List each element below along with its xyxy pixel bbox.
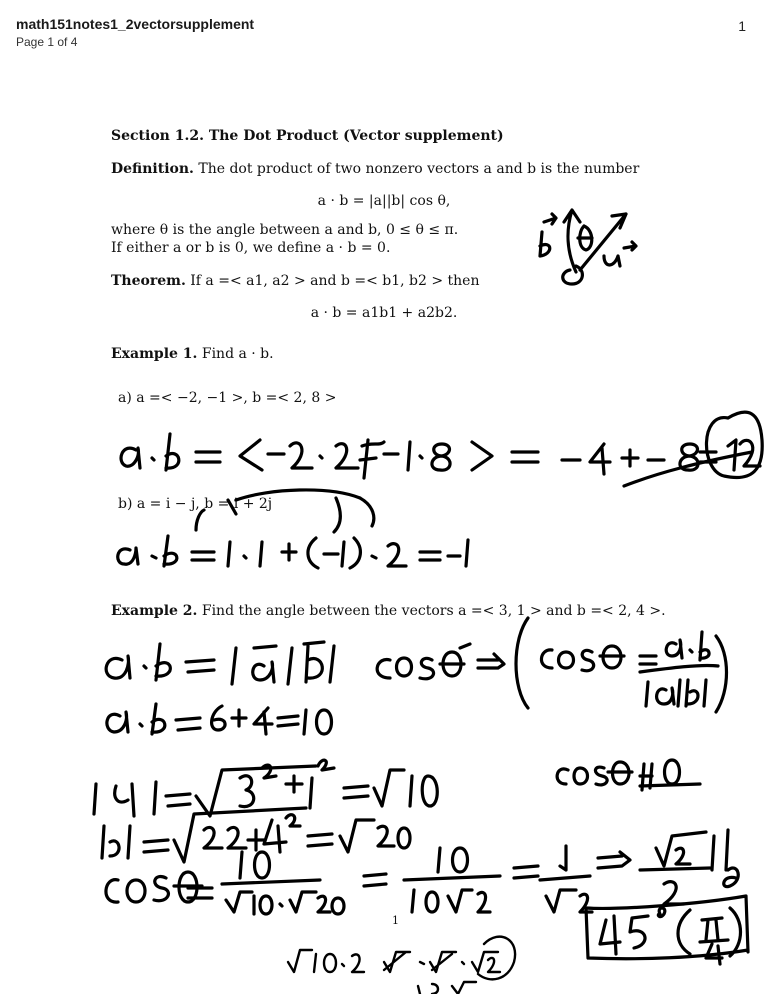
definition-formula: a · b = |a||b| cos θ,	[317, 193, 451, 209]
ex2-scratch-handwriting	[288, 937, 515, 994]
example2-text: Find the angle between the vectors a =< 3, 1 > and b =< 2, 4 >.	[201, 603, 666, 619]
example2-label: Example 2.	[111, 603, 198, 619]
definition-label: Definition.	[111, 161, 194, 177]
either-line: If either a or b is 0, we define a · b = 0.	[111, 240, 391, 256]
example2-line	[111, 603, 666, 619]
ex2-answer-handwriting	[586, 896, 748, 964]
vector-diagram-sketch	[540, 210, 636, 284]
ex2-line2-handwriting	[107, 704, 332, 734]
ex2-line1-handwriting	[106, 618, 726, 712]
definition-line	[111, 161, 639, 177]
page-number: 1	[738, 18, 746, 34]
theorem-line	[111, 273, 480, 289]
page-footer-number: 1	[392, 914, 399, 927]
document-title: math151notes1_2vectorsupplement	[16, 16, 255, 32]
theorem-formula: a · b = a1b1 + a2b2.	[310, 305, 458, 321]
theorem-label: Theorem.	[111, 273, 186, 289]
example1a-problem: a) a =< −2, −1 >, b =< 2, 8 >	[118, 390, 337, 406]
example1-text: Find a · b.	[201, 346, 274, 362]
ex2-line3-handwriting	[94, 760, 437, 816]
section-heading: Section 1.2. The Dot Product (Vector supplement)	[111, 128, 504, 144]
example1b-problem: b) a = i − j, b = i + 2j	[118, 496, 273, 512]
theorem-text: If a =< a1, a2 > and b =< b1, b2 > then	[190, 273, 480, 289]
where-line: where θ is the angle between a and b, 0 ≤ θ ≤ π.	[111, 222, 459, 238]
example1-label: Example 1.	[111, 346, 198, 362]
ex2-line5-handwriting	[106, 830, 738, 914]
ex2-cos-handwriting	[557, 760, 700, 790]
ex2-line4-handwriting	[102, 808, 410, 862]
definition-text: The dot product of two nonzero vectors a and b is the number	[198, 161, 640, 177]
document-header	[16, 16, 254, 49]
example1-line	[111, 346, 274, 362]
page-indicator: Page 1 of 4	[16, 35, 78, 49]
ex1a-handwriting	[121, 412, 762, 486]
